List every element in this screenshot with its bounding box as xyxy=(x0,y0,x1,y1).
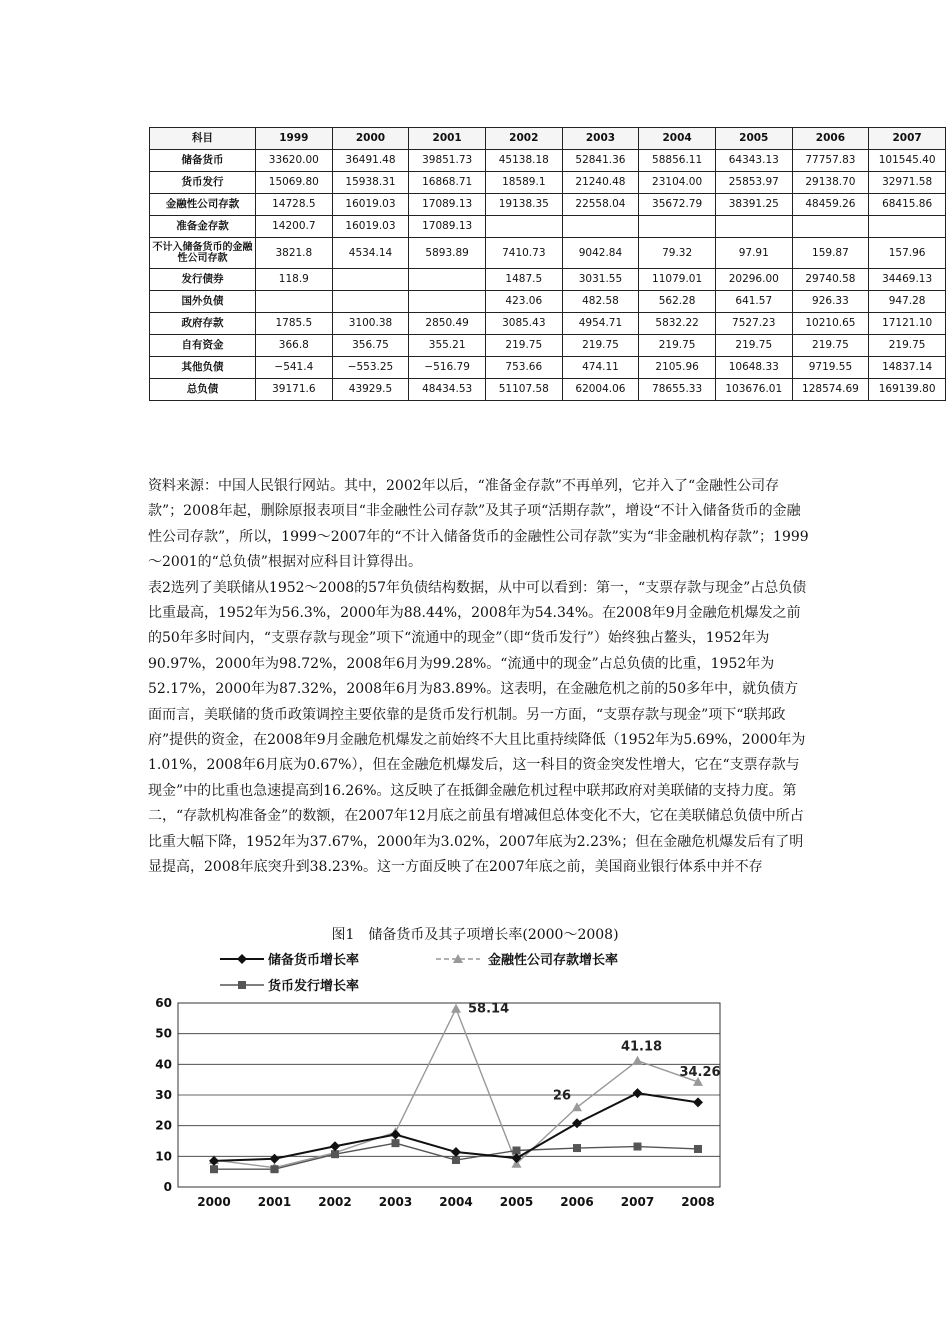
data-label: 26 xyxy=(552,1088,571,1104)
table-cell: 48434.53 xyxy=(409,379,486,401)
table-cell: 2105.96 xyxy=(639,357,716,379)
row-label: 总负债 xyxy=(150,379,256,401)
table-cell: 9719.55 xyxy=(792,357,869,379)
row-label: 准备金存款 xyxy=(150,216,256,238)
table-row xyxy=(150,150,946,172)
y-tick-label: 0 xyxy=(163,1180,172,1194)
table-cell: 474.11 xyxy=(562,357,639,379)
table-cell: 48459.26 xyxy=(792,194,869,216)
data-label: 34.26 xyxy=(679,1064,721,1080)
table-cell: 78655.33 xyxy=(639,379,716,401)
table-cell: 219.75 xyxy=(792,335,869,357)
table-cell: 4954.71 xyxy=(562,313,639,335)
table-cell: 356.75 xyxy=(332,335,409,357)
data-point-diamond xyxy=(633,1088,643,1098)
table-cell: 1487.5 xyxy=(485,269,562,291)
table-cell xyxy=(562,216,639,238)
table-cell: 753.66 xyxy=(485,357,562,379)
table-cell: 157.96 xyxy=(869,238,946,269)
table-cell xyxy=(792,216,869,238)
y-tick-label: 30 xyxy=(155,1088,172,1102)
table-cell: 29138.70 xyxy=(792,172,869,194)
table-body xyxy=(150,150,946,401)
data-point-square xyxy=(452,1156,460,1164)
table-row xyxy=(150,313,946,335)
data-point-diamond xyxy=(693,1097,703,1107)
balance-sheet-table xyxy=(149,127,946,401)
table-cell: 34469.13 xyxy=(869,269,946,291)
table-cell: 128574.69 xyxy=(792,379,869,401)
y-tick-label: 50 xyxy=(155,1026,172,1041)
table-cell: 926.33 xyxy=(792,291,869,313)
row-label: 发行债券 xyxy=(150,269,256,291)
table-cell: 17089.13 xyxy=(409,194,486,216)
data-point-triangle xyxy=(633,1056,643,1065)
header-year: 2003 xyxy=(562,128,639,150)
series-line xyxy=(214,1009,698,1168)
table-cell: 25853.97 xyxy=(715,172,792,194)
source-note: 资料来源：中国人民银行网站。其中，2002年以后，“准备金存款”不再单列，它并入了“金融性公司存款”；2008年起，删除原报表项目“非金融性公司存款”及其子项“活期存款”，增设“不计入储备货币的金融性公司存款”，所以，1999～2007年的“不计入储备货币的金融性公司存款”实为“非金融机构存款”；1999～2001的“总负债”根据对应科目计算得出。 xyxy=(148,478,809,571)
data-point-triangle xyxy=(572,1102,582,1111)
table-cell: 77757.83 xyxy=(792,150,869,172)
row-label: 自有资金 xyxy=(150,335,256,357)
table-row xyxy=(150,269,946,291)
table-cell: 103676.01 xyxy=(715,379,792,401)
table-cell: 219.75 xyxy=(562,335,639,357)
table-cell: 16868.71 xyxy=(409,172,486,194)
y-tick-label: 40 xyxy=(155,1057,172,1072)
y-tick-label: 10 xyxy=(155,1149,172,1164)
y-tick-label: 60 xyxy=(155,996,172,1010)
table-cell xyxy=(332,269,409,291)
data-point-square xyxy=(573,1144,581,1152)
table-cell: 20296.00 xyxy=(715,269,792,291)
data-point-diamond xyxy=(330,1141,340,1151)
row-label: 金融性公司存款 xyxy=(150,194,256,216)
table-cell: 562.28 xyxy=(639,291,716,313)
table-cell: 118.9 xyxy=(256,269,333,291)
table-cell xyxy=(332,291,409,313)
table-cell: 52841.36 xyxy=(562,150,639,172)
table-cell: 14200.7 xyxy=(256,216,333,238)
table-cell: 641.57 xyxy=(715,291,792,313)
table-cell: 14837.14 xyxy=(869,357,946,379)
table-cell: 159.87 xyxy=(792,238,869,269)
x-tick-label: 2000 xyxy=(197,1195,231,1209)
table-cell: 7410.73 xyxy=(485,238,562,269)
row-label: 储备货币 xyxy=(150,150,256,172)
data-point-diamond xyxy=(237,954,247,964)
row-label: 政府存款 xyxy=(150,313,256,335)
table-cell: 21240.48 xyxy=(562,172,639,194)
table-cell: 19138.35 xyxy=(485,194,562,216)
row-label: 其他负债 xyxy=(150,357,256,379)
analysis-paragraph: 表2选列了美联储从1952～2008的57年负债结构数据，从中可以看到：第一，“支票存款与现金”占总负债比重最高，1952年为56.3%，2000年为88.44%，2008年为54.34%。在2008年9月金融危机爆发之前的50年多时间内，“支票存款与现金”项下“流通中的现金”（即“货币发行”）始终独占鳌头，1952年为90.97%，2000年为98.72%，2008年6月为99.28%。“流通中的现金”占总负债的比重，1952年为52.17%，2000年为87.32%，2008年6月为83.89%。这表明，在金融危机之前的50多年中，就负债方面而言，美联储的货币政策调控主要依靠的是货币发行机制。另一方面，“支票存款与现金”项下“联邦政府”提供的资金，在2008年9月金融危机爆发之前始终不大且比重持续降低（1952年为5.69%，2000年为1.01%，2008年6月底为0.67%），但在金融危机爆发后，这一科目的资金突发性增大，它在“支票存款与现金”中的比重也急速提高到16.26%。这反映了在抵御金融危机过程中联邦政府对美联储的支持力度。第二，“存款机构准备金”的数额，在2007年12月底之前虽有增减但总体变化不大，它在美联储总负债中所占比重大幅下降，1952年为37.67%，2000年为3.02%，2007年底为2.23%；但在金融危机爆发后有了明显提高，2008年底突升到38.23%。这一方面反映了在2007年底之前，美国商业银行体系中并不存 xyxy=(148,579,807,876)
table-cell: −541.4 xyxy=(256,357,333,379)
data-point-triangle xyxy=(451,1004,461,1013)
x-tick-label: 2008 xyxy=(681,1195,715,1209)
x-tick-label: 2002 xyxy=(318,1195,352,1209)
table-cell: 101545.40 xyxy=(869,150,946,172)
header-year: 2007 xyxy=(869,128,946,150)
data-point-square xyxy=(271,1165,279,1173)
table-cell: 3821.8 xyxy=(256,238,333,269)
table-cell: 17089.13 xyxy=(409,216,486,238)
table-cell: 5832.22 xyxy=(639,313,716,335)
table-cell xyxy=(256,291,333,313)
table-cell: 62004.06 xyxy=(562,379,639,401)
table-row xyxy=(150,172,946,194)
table-cell: 16019.03 xyxy=(332,194,409,216)
data-point-diamond xyxy=(209,1156,219,1166)
table-cell: 1785.5 xyxy=(256,313,333,335)
x-tick-label: 2003 xyxy=(378,1195,413,1209)
row-label: 不计入储备货币的金融性公司存款 xyxy=(150,238,256,269)
legend-label: 货币发行增长率 xyxy=(268,979,360,994)
x-tick-label: 2007 xyxy=(620,1195,655,1209)
table-row xyxy=(150,291,946,313)
table-cell: 4534.14 xyxy=(332,238,409,269)
table-cell: 11079.01 xyxy=(639,269,716,291)
table-cell: 3100.38 xyxy=(332,313,409,335)
table-cell: 39171.6 xyxy=(256,379,333,401)
row-label: 国外负债 xyxy=(150,291,256,313)
table-cell: 43929.5 xyxy=(332,379,409,401)
header-year: 2006 xyxy=(792,128,869,150)
table-cell: 29740.58 xyxy=(792,269,869,291)
x-tick-label: 2001 xyxy=(257,1195,292,1209)
table-cell: 33620.00 xyxy=(256,150,333,172)
data-point-square xyxy=(210,1165,218,1173)
body-text xyxy=(148,474,812,881)
table-cell: 23104.00 xyxy=(639,172,716,194)
table-cell: 219.75 xyxy=(869,335,946,357)
table-cell xyxy=(409,291,486,313)
table-cell: 5893.89 xyxy=(409,238,486,269)
data-point-square xyxy=(694,1145,702,1153)
table-header-row xyxy=(150,128,946,150)
data-point-square xyxy=(238,981,246,989)
table-cell: 7527.23 xyxy=(715,313,792,335)
table-cell: 36491.48 xyxy=(332,150,409,172)
header-item: 科目 xyxy=(150,128,256,150)
table-cell: 15069.80 xyxy=(256,172,333,194)
x-tick-label: 2006 xyxy=(560,1195,594,1209)
x-tick-label: 2004 xyxy=(439,1195,473,1209)
data-label: 58.14 xyxy=(468,1001,510,1017)
table-cell: −516.79 xyxy=(409,357,486,379)
table-cell: 366.8 xyxy=(256,335,333,357)
table-cell: 68415.86 xyxy=(869,194,946,216)
table-cell: 423.06 xyxy=(485,291,562,313)
table-cell: 51107.58 xyxy=(485,379,562,401)
table-cell: 45138.18 xyxy=(485,150,562,172)
table-cell: 38391.25 xyxy=(715,194,792,216)
table-cell: 79.32 xyxy=(639,238,716,269)
table-cell: −553.25 xyxy=(332,357,409,379)
table-cell xyxy=(485,216,562,238)
data-point-diamond xyxy=(451,1147,461,1157)
data-point-square xyxy=(331,1150,339,1158)
table-cell: 947.28 xyxy=(869,291,946,313)
x-tick-label: 2005 xyxy=(499,1195,534,1209)
row-label: 货币发行 xyxy=(150,172,256,194)
table-cell: 35672.79 xyxy=(639,194,716,216)
data-point-diamond xyxy=(270,1154,280,1164)
table-cell xyxy=(869,216,946,238)
table-row xyxy=(150,335,946,357)
table-cell: 10648.33 xyxy=(715,357,792,379)
table-cell: 3031.55 xyxy=(562,269,639,291)
data-point-square xyxy=(634,1143,642,1151)
table-row xyxy=(150,216,946,238)
table-cell xyxy=(639,216,716,238)
figure-caption: 图1 储备货币及其子项增长率(2000～2008) xyxy=(331,927,619,943)
table-cell: 355.21 xyxy=(409,335,486,357)
table-cell: 18589.1 xyxy=(485,172,562,194)
table-cell: 32971.58 xyxy=(869,172,946,194)
growth-rate-chart xyxy=(140,946,760,1216)
table-cell: 9042.84 xyxy=(562,238,639,269)
table-cell xyxy=(409,269,486,291)
data-label: 41.18 xyxy=(620,1039,663,1055)
table-cell: 482.58 xyxy=(562,291,639,313)
table-cell: 17121.10 xyxy=(869,313,946,335)
y-tick-label: 20 xyxy=(155,1118,172,1133)
table-cell: 169139.80 xyxy=(869,379,946,401)
table-cell: 22558.04 xyxy=(562,194,639,216)
header-year: 1999 xyxy=(256,128,333,150)
table-cell: 219.75 xyxy=(639,335,716,357)
table-cell: 16019.03 xyxy=(332,216,409,238)
table-cell: 97.91 xyxy=(715,238,792,269)
table-cell: 15938.31 xyxy=(332,172,409,194)
header-year: 2005 xyxy=(715,128,792,150)
table-cell xyxy=(715,216,792,238)
table-cell: 39851.73 xyxy=(409,150,486,172)
table-row xyxy=(150,379,946,401)
header-year: 2000 xyxy=(332,128,409,150)
table-cell: 219.75 xyxy=(485,335,562,357)
table-cell: 219.75 xyxy=(715,335,792,357)
table-cell: 58856.11 xyxy=(639,150,716,172)
legend-label: 金融性公司存款增长率 xyxy=(488,953,619,968)
table-cell: 3085.43 xyxy=(485,313,562,335)
table-row xyxy=(150,194,946,216)
table-row xyxy=(150,238,946,269)
data-point-square xyxy=(392,1139,400,1147)
legend-label: 储备货币增长率 xyxy=(268,953,360,968)
table-row xyxy=(150,357,946,379)
header-year: 2004 xyxy=(639,128,716,150)
table-cell: 2850.49 xyxy=(409,313,486,335)
data-point-diamond xyxy=(391,1130,401,1140)
table-cell: 64343.13 xyxy=(715,150,792,172)
header-year: 2002 xyxy=(485,128,562,150)
table-cell: 10210.65 xyxy=(792,313,869,335)
data-point-diamond xyxy=(572,1118,582,1128)
table-cell: 14728.5 xyxy=(256,194,333,216)
header-year: 2001 xyxy=(409,128,486,150)
